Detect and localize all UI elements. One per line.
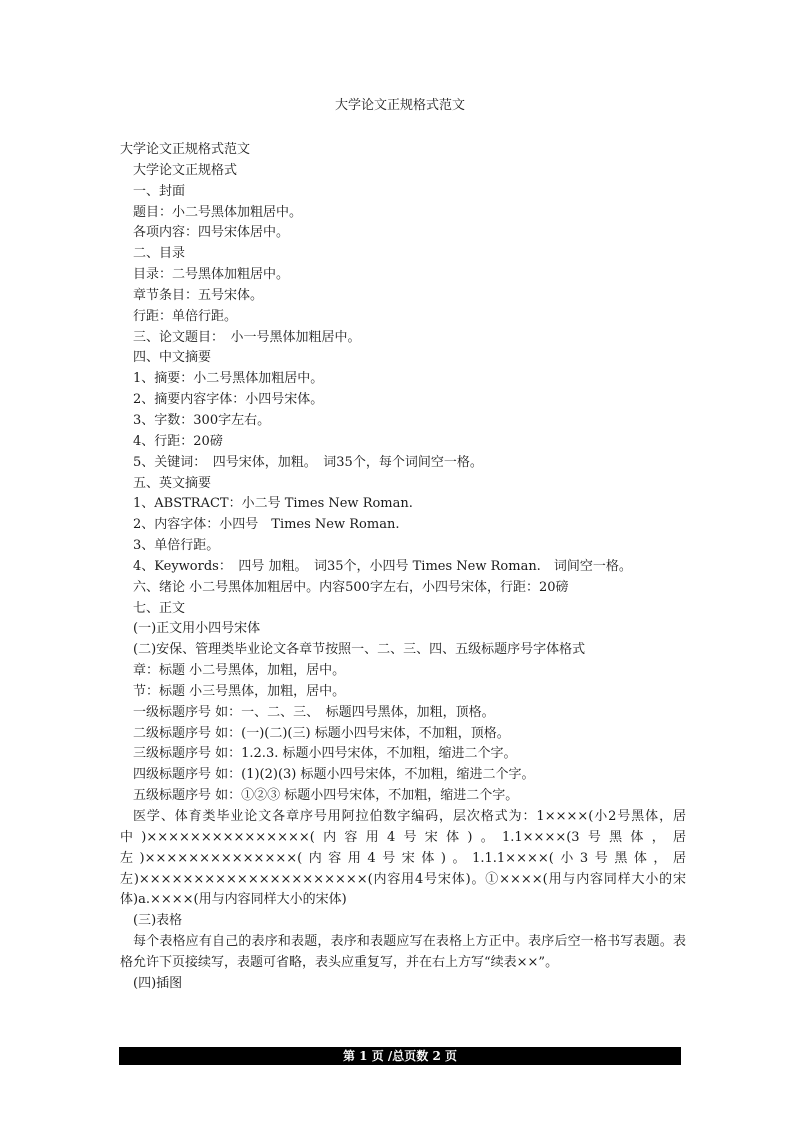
body-line: 各项内容：四号宋体居中。 [133,225,290,241]
body-line: 4、Keywords： 四号 加粗。 词35个，小四号 Times New Roman. 词间空一格。 [133,558,632,574]
body-line: 行距：单倍行距。 [133,308,238,324]
paragraph-medical-numbering: 医学、体育类毕业论文各章序号用阿拉伯数字编码，层次格式为：1××××(小2号黑体，居中)×××××××××××××××(内容用4号宋体)。1.1××××(3号黑体，居左)××××××××××××××(内容用4号宋体)。1.1.1××××(小3号黑体，居左)×××××××××××××××××××××(内容用4号宋体)。①××××(用与内容同样大小的宋体)a.××××(用与内容同样大小的宋体) [120,809,686,908]
section-heading-cover: 一、封面 [133,183,186,199]
header-title: 大学论文正规格式范文 [334,98,465,113]
section-heading-chinese-abstract: 四、中文摘要 [133,350,212,366]
section-heading-english-abstract: 五、英文摘要 [133,475,212,491]
body-line: 章：标题 小二号黑体，加粗，居中。 [133,663,346,679]
document-body [120,140,686,995]
document-header [0,96,800,116]
body-line: 目录：二号黑体加粗居中。 [133,267,290,283]
paragraph-tables: 每个表格应有自己的表序和表题，表序和表题应写在表格上方正中。表序后空一格书写表题。表格允许下页接续写，表题可省略，表头应重复写，并在右上方写“续表××”。 [120,934,686,970]
section-heading-toc: 二、目录 [133,246,186,262]
document-title-line: 大学论文正规格式范文 [120,142,251,157]
subsection-heading-levels: (二)安保、管理类毕业论文各章节按照一、二、三、四、五级标题序号字体格式 [133,642,586,658]
body-line: 题目：小二号黑体加粗居中。 [133,204,303,220]
page-number-label: 第 1 页 /总页数 2 页 [343,1049,457,1063]
subsection-heading-font: (一)正文用小四号宋体 [133,621,261,637]
body-line: 五级标题序号 如：①②③ 标题小四号宋体，不加粗，缩进二个字。 [133,788,519,804]
body-line: 2、内容字体：小四号 Times New Roman. [133,517,400,533]
body-line: 二级标题序号 如：(一)(二)(三) 标题小四号宋体，不加粗，顶格。 [133,725,510,741]
subsection-heading-figures: (四)插图 [133,975,183,991]
body-line: 四级标题序号 如：(1)(2)(3) 标题小四号宋体，不加粗，缩进二个字。 [133,767,535,783]
body-line: 节：标题 小三号黑体，加粗，居中。 [133,683,346,699]
body-line: 一级标题序号 如：一、二、三、 标题四号黑体，加粗，顶格。 [133,704,495,720]
body-line: 三级标题序号 如：1.2.3. 标题小四号宋体，不加粗，缩进二个字。 [133,746,517,762]
page-footer [119,1047,681,1065]
body-line: 1、摘要：小二号黑体加粗居中。 [133,371,324,387]
body-line: 5、关键词： 四号宋体，加粗。 词35个，每个词间空一格。 [133,454,483,470]
body-line: 3、单倍行距。 [133,538,220,554]
body-line: 1、ABSTRACT：小二号 Times New Roman. [133,496,413,512]
subsection-heading-tables: (三)表格 [133,913,183,929]
subtitle-line: 大学论文正规格式 [133,162,238,178]
section-heading-thesis-title: 三、论文题目： 小一号黑体加粗居中。 [133,329,361,345]
section-heading-main-text: 七、正文 [133,600,186,616]
section-heading-introduction: 六、绪论 小二号黑体加粗居中。内容500字左右，小四号宋体，行距：20磅 [133,579,569,595]
body-line: 2、摘要内容字体：小四号宋体。 [133,392,324,408]
body-line: 3、字数：300字左右。 [133,412,271,428]
body-line: 4、行距：20磅 [133,433,223,449]
body-line: 章节条目：五号宋体。 [133,287,264,303]
